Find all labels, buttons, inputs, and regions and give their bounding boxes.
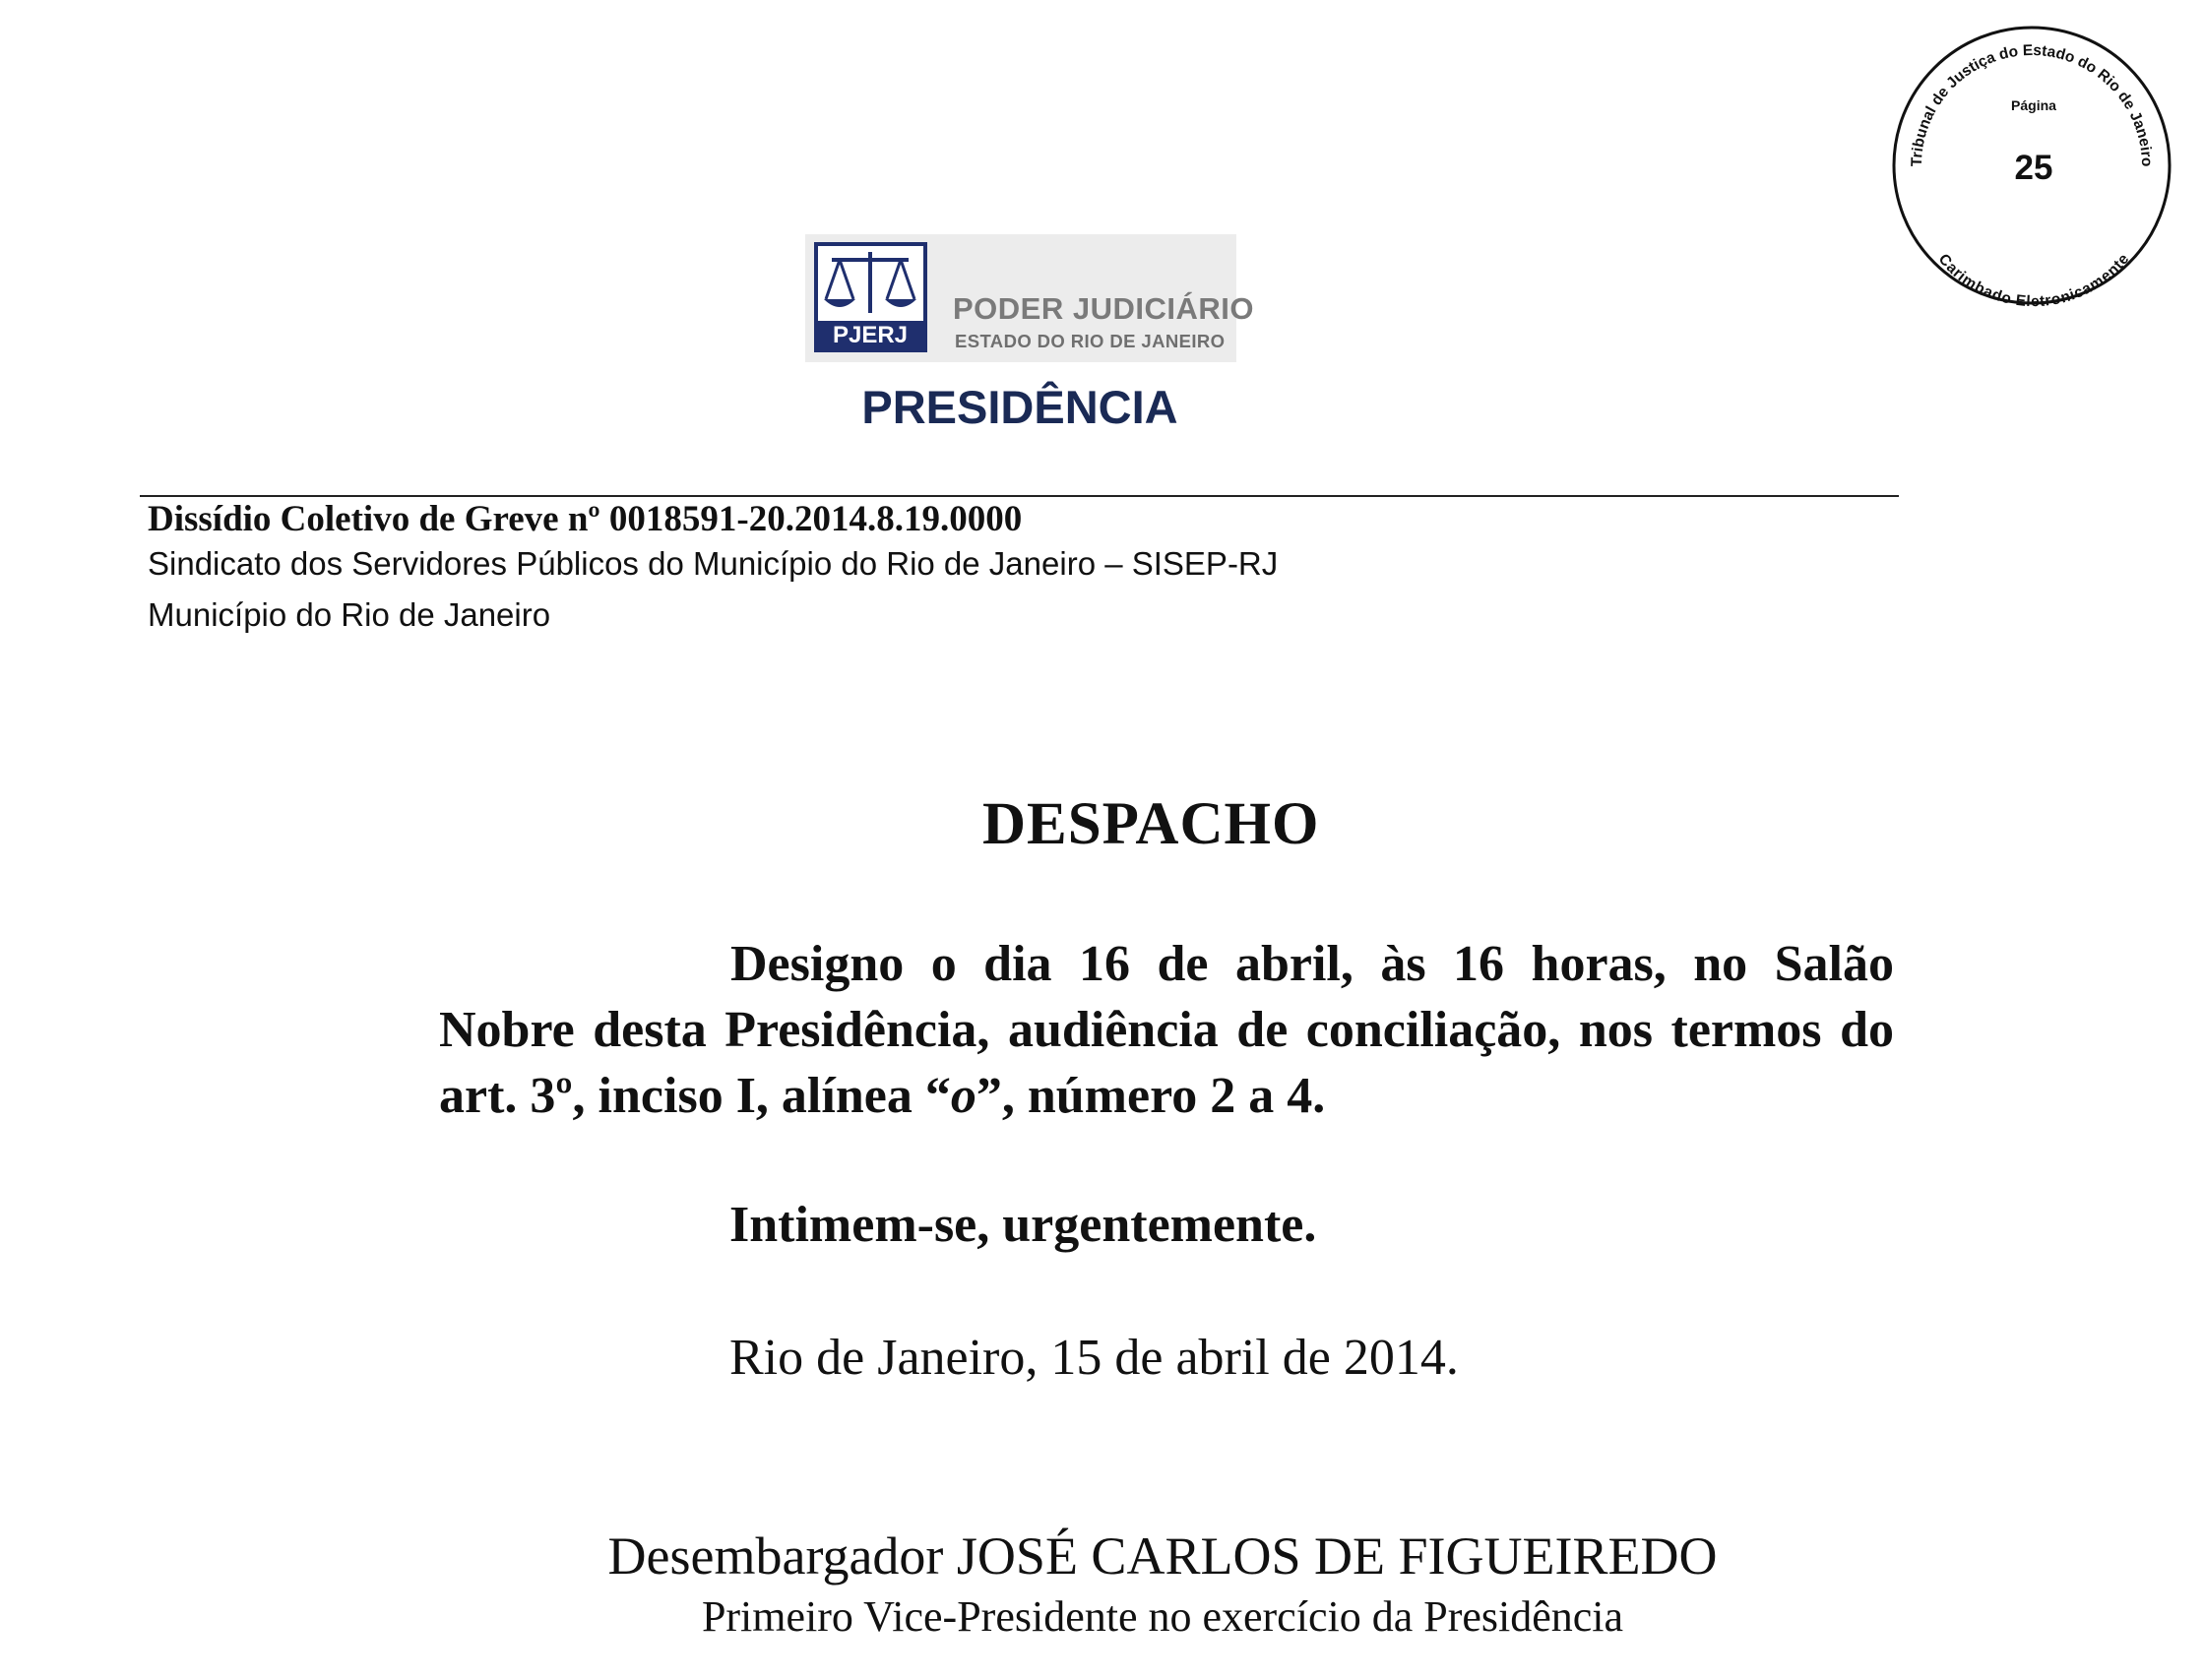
order-text: Intimem-se, urgentemente.: [729, 1197, 1317, 1253]
scales-of-justice-icon: [814, 242, 927, 352]
header-divider: [140, 495, 1899, 497]
party-plaintiff: Sindicato dos Servidores Públicos do Município do Rio de Janeiro – SISEP-RJ: [148, 545, 1279, 582]
document-title: DESPACHO: [982, 791, 1320, 857]
logo-title: PODER JUDICIÁRIO: [953, 291, 1254, 326]
pjerj-logo: [805, 234, 1254, 362]
signature-title: Primeiro Vice-Presidente no exercício da Presidência: [701, 1592, 1624, 1641]
case-number: Dissídio Coletivo de Greve nº 0018591-20.2014.8.19.0000: [148, 499, 1023, 539]
body-text-part: Designo o dia 16 de abril, às 16 horas, no Salão Nobre desta Presidência, audiência de conciliação, nos termos do art. 3º, inciso I, alínea “: [439, 936, 1894, 1124]
stamp-court-text: Tribunal de Justiça do Estado do Rio de Janeiro: [1908, 41, 2156, 167]
party-defendant: Município do Rio de Janeiro: [148, 596, 551, 633]
logo-subtitle: ESTADO DO RIO DE JANEIRO: [955, 331, 1226, 351]
logo-abbrev: PJERJ: [832, 322, 909, 348]
stamp-page-label: Página: [2011, 97, 2056, 113]
document-body: [439, 931, 1894, 1129]
electronic-stamp: [1888, 8, 2173, 321]
stamp-page-number: 25: [2014, 149, 2053, 187]
body-italic-letter: o: [950, 1068, 976, 1124]
stamp-footer-text: Carimbado Eletronicamente: [1934, 250, 2133, 311]
section-title: PRESIDÊNCIA: [861, 381, 1178, 433]
signature-name: Desembargador JOSÉ CARLOS DE FIGUEIREDO: [607, 1526, 1718, 1586]
place-date: Rio de Janeiro, 15 de abril de 2014.: [729, 1330, 1459, 1386]
body-text-end: ”, número 2 a 4.: [976, 1068, 1326, 1124]
